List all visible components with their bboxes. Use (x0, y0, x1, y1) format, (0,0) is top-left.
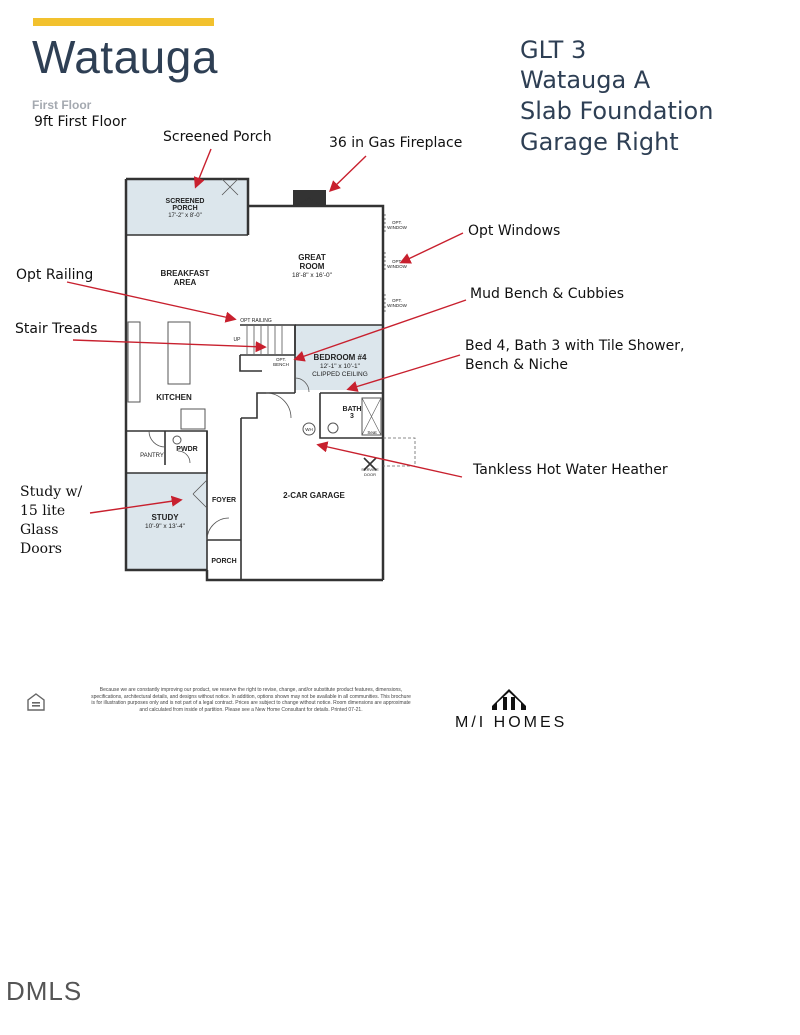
page-title: Watauga (32, 31, 218, 83)
bath-seat-label: Seat (367, 430, 377, 435)
porch-label: PORCH (211, 558, 237, 565)
callout-opt-railing: Opt Railing (16, 267, 94, 283)
pwdr-toilet (173, 436, 181, 444)
foyer-label: FOYER (211, 497, 237, 504)
spec-foundation: Slab Foundation (520, 97, 714, 125)
pwdr-label: PWDR (176, 446, 198, 453)
arrow-opt-railing (67, 282, 234, 319)
opt-window-label-2b: WINDOW (387, 264, 407, 269)
callout-fireplace: 36 in Gas Fireplace (329, 135, 463, 151)
service-door-label: SERVICE (361, 467, 379, 472)
study-dim: 10'-9" x 13'-4" (145, 523, 185, 530)
callout-opt-windows: Opt Windows (468, 223, 561, 239)
bath3-label: BATH (342, 406, 362, 413)
opt-window-label-3: OPT. (391, 298, 403, 303)
callout-bed4-line2: Bench & Niche (465, 357, 569, 373)
opt-window-label-2: OPT. (391, 259, 403, 264)
study-label: STUDY (151, 513, 179, 522)
breakfast-label-2: AREA (173, 278, 197, 287)
screened-porch-dim: 17'-2" x 8'-0" (168, 213, 202, 219)
service-door-label-2: DOOR (364, 472, 376, 477)
callout-study-line3: Glass (20, 522, 59, 538)
opt-window-label-3b: WINDOW (387, 303, 407, 308)
callout-study-line1: Study w/ (20, 484, 83, 500)
opt-window-label-1: OPT. (391, 220, 403, 225)
dmls-watermark: DMLS (6, 976, 83, 1006)
callout-stair-treads: Stair Treads (15, 321, 98, 337)
legal-disclaimer: Because we are constantly improving our product, we reserve the right to revise, change, and/or substitute product features, dimensions, specifications, architectural details, and designs without notice. In addition, options shown may not be available in all communities. This brochure is for illustration purposes only and is not part of a legal contract. Prices are subject to change without notice. Room dimensions are approximate and calculated from inside of partition. Please see a New Home Consultant for details. Printed 07-21. (91, 687, 411, 713)
bath3-number: 3 (350, 413, 354, 420)
spec-garage: Garage Right (520, 128, 679, 156)
arrow-tankless (319, 445, 462, 477)
callout-screened-porch: Screened Porch (163, 129, 272, 145)
stairs (247, 326, 282, 354)
great-room-label: GREAT (298, 253, 326, 262)
opt-extension (383, 438, 415, 466)
arrow-fireplace (331, 156, 366, 190)
opt-bench-label-2: BENCH (273, 362, 289, 367)
refrigerator (181, 409, 205, 429)
garage-label: 2-CAR GARAGE (283, 491, 345, 500)
great-room-dim: 18'-8" x 16'-0" (292, 272, 332, 279)
screened-porch-label: SCREENED (165, 198, 205, 205)
spec-elevation: Watauga A (520, 66, 651, 94)
equal-housing-icon (27, 693, 45, 711)
fireplace-symbol (293, 190, 326, 205)
water-heater-label: WH (305, 427, 313, 432)
callout-tankless: Tankless Hot Water Heather (473, 462, 668, 478)
opt-bench-label: OPT. (275, 357, 287, 362)
toilet (328, 423, 338, 433)
breakfast-label: BREAKFAST (160, 269, 210, 278)
floor-label: First Floor (32, 98, 92, 112)
great-room-label-2: ROOM (299, 262, 325, 271)
screened-porch-label-2: PORCH (172, 205, 198, 212)
spec-glt: GLT 3 (520, 36, 587, 64)
kitchen-counter (128, 322, 140, 402)
ceiling-height-note: 9ft First Floor (34, 114, 127, 130)
kitchen-label: KITCHEN (156, 393, 192, 402)
pantry-label: PANTRY (140, 453, 164, 459)
stair-up-label: UP (233, 337, 241, 343)
callout-mud-bench: Mud Bench & Cubbies (470, 286, 624, 302)
callout-study-line2: 15 lite (20, 503, 66, 519)
brand-name: M/I HOMES (455, 714, 568, 731)
kitchen-island (168, 322, 190, 384)
callout-bed4-line1: Bed 4, Bath 3 with Tile Shower, (465, 338, 685, 354)
bedroom4-ceiling: CLIPPED CEILING (312, 371, 368, 378)
opt-railing-label: OPT RAILING (240, 318, 272, 324)
arrow-opt-windows (402, 233, 463, 262)
bedroom4-label: BEDROOM #4 (313, 353, 367, 362)
callout-study-line4: Doors (20, 541, 62, 557)
bedroom4-dim: 12'-1" x 10'-1" (320, 363, 360, 370)
opt-window-label-1b: WINDOW (387, 225, 407, 230)
